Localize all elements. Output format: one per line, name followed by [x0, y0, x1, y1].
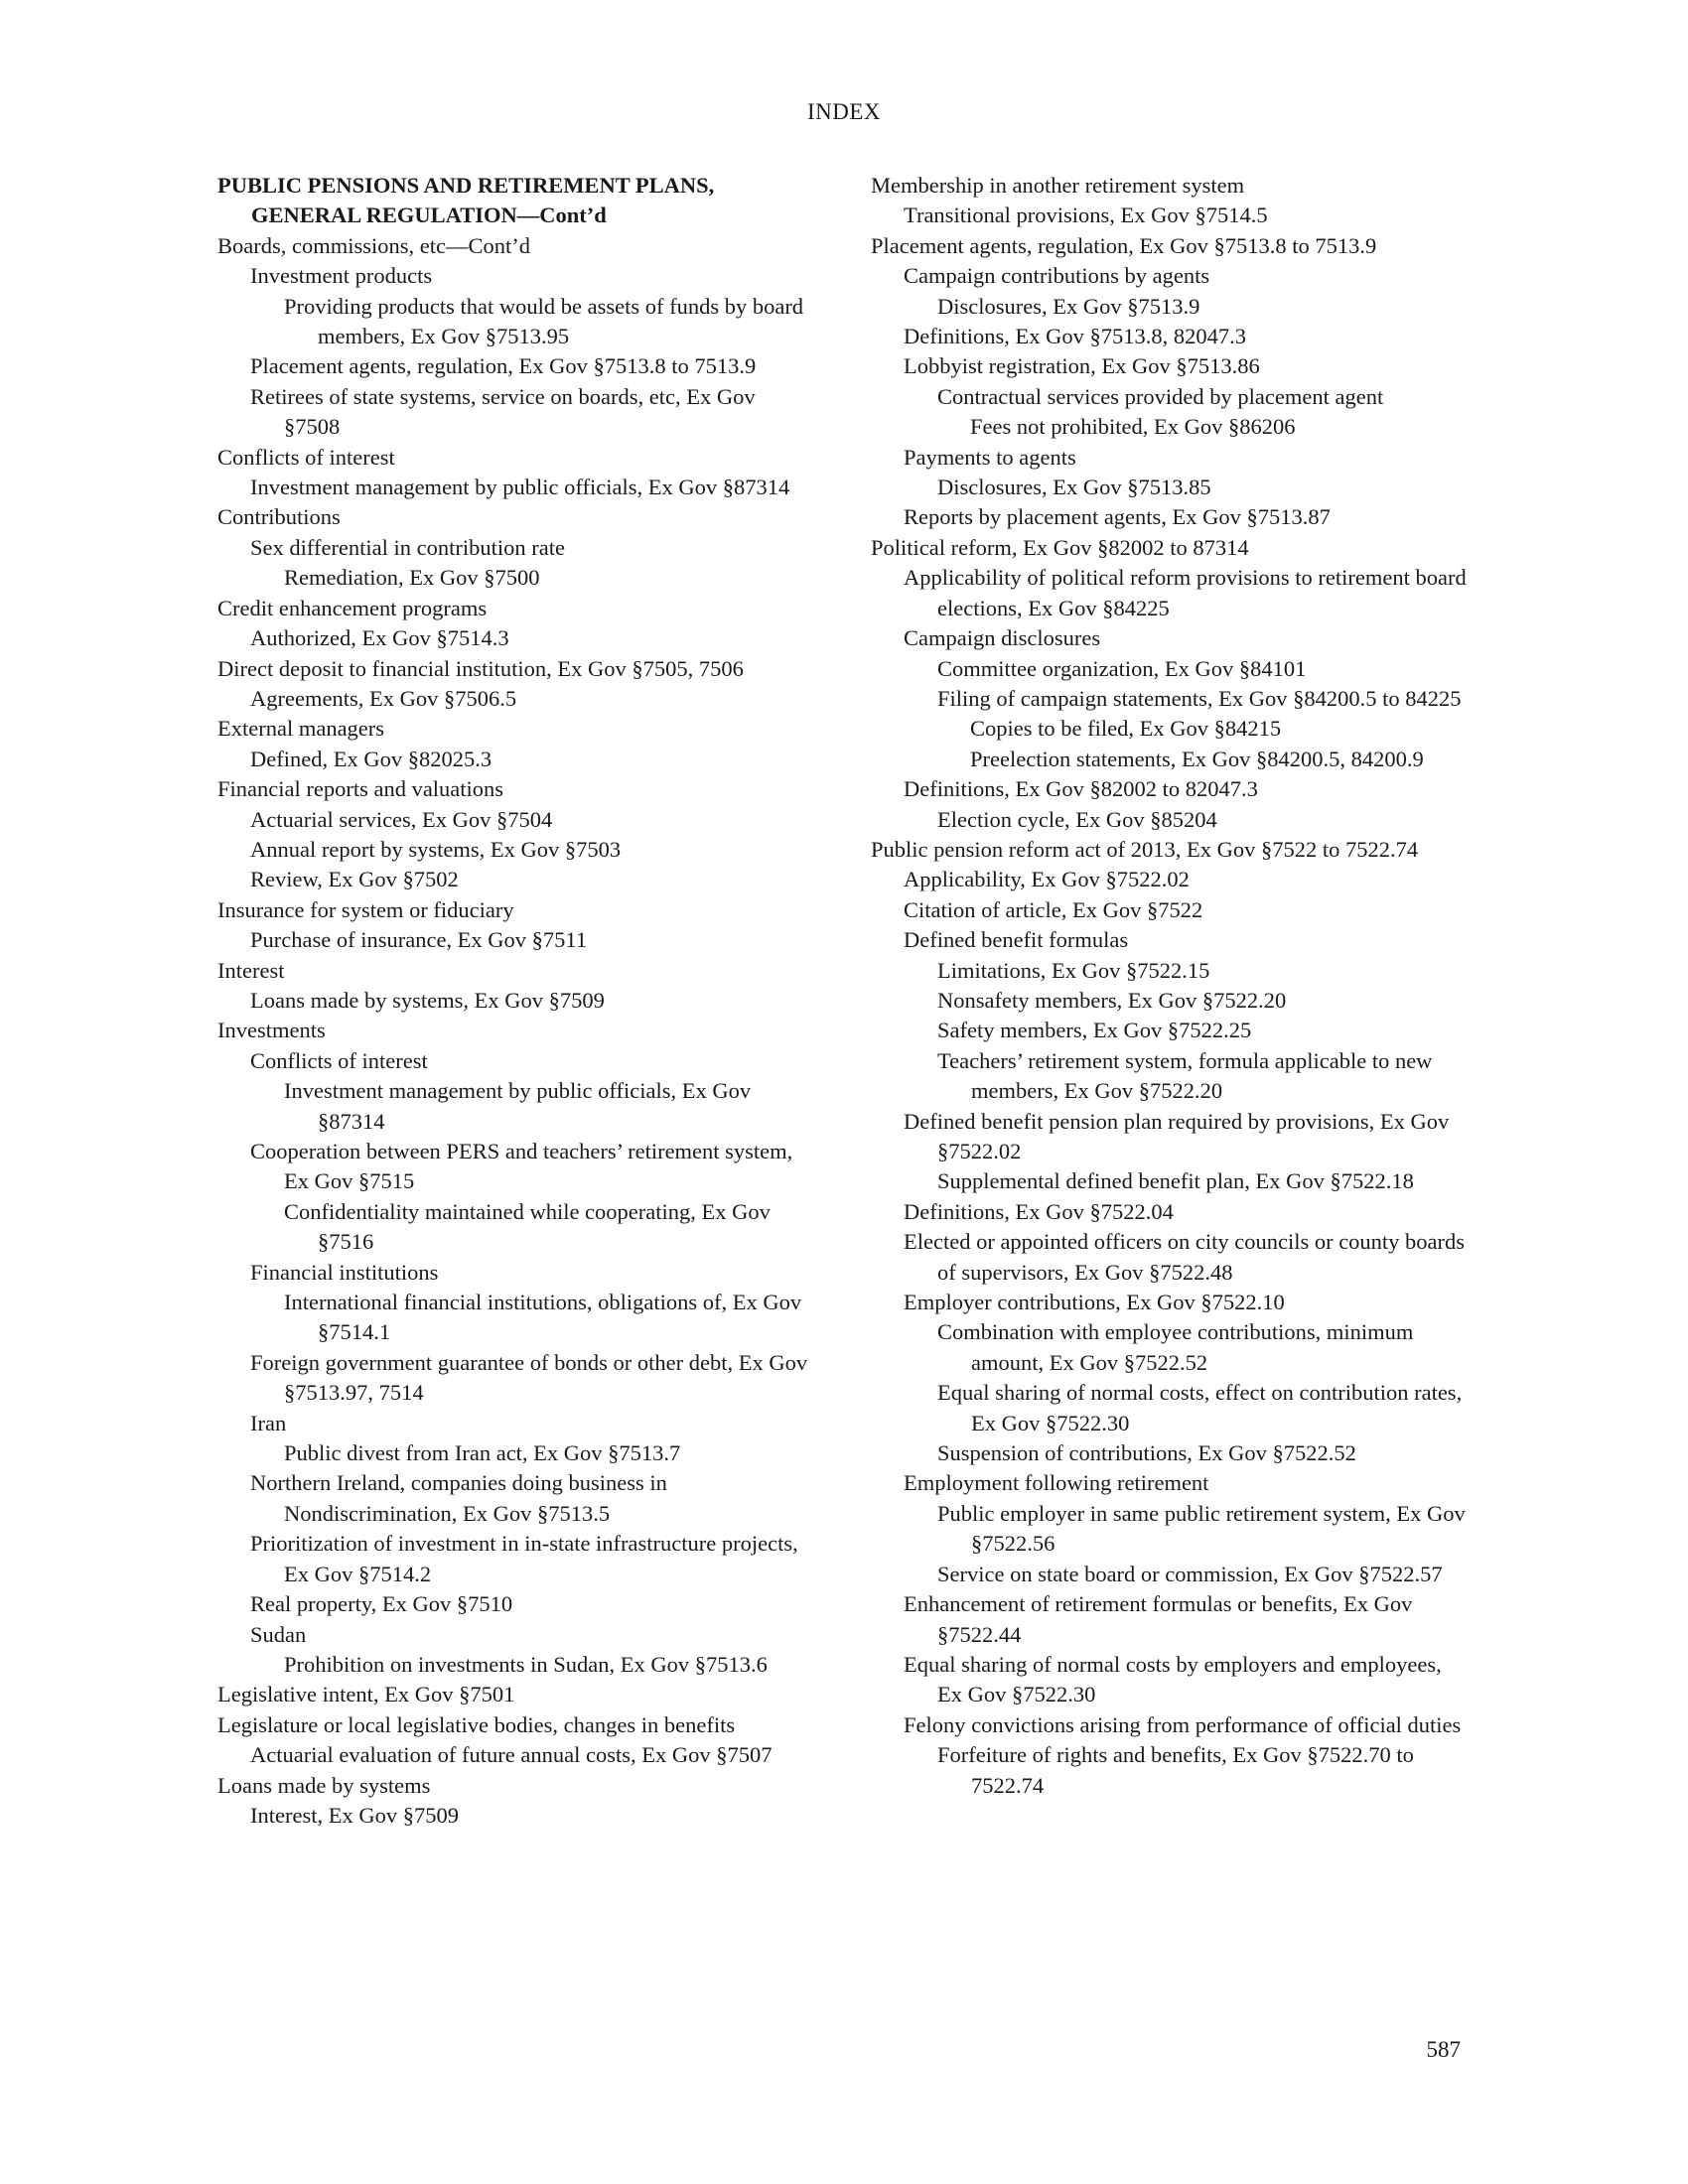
index-subentry: Real property, Ex Gov §7510 [250, 1591, 513, 1617]
index-subentry: Agreements, Ex Gov §7506.5 [250, 685, 517, 711]
index-subentry: Campaign disclosures [904, 625, 1101, 651]
index-subentry: Equal sharing of normal costs by employers and employees, Ex Gov §7522.30 [904, 1651, 1442, 1707]
index-subentry: Prohibition on investments in Sudan, Ex Gov §7513.6 [284, 1651, 768, 1677]
index-subentry: Campaign contributions by agents [904, 263, 1210, 289]
index-subentry: Actuarial evaluation of future annual costs, Ex Gov §7507 [250, 1742, 773, 1768]
index-subentry: Citation of article, Ex Gov §7522 [904, 896, 1203, 922]
index-entry: External managers [217, 716, 385, 742]
index-subentry: Combination with employee contributions, minimum amount, Ex Gov §7522.52 [937, 1319, 1414, 1375]
index-entry: Legislative intent, Ex Gov §7501 [217, 1682, 515, 1707]
index-subentry: Public divest from Iran act, Ex Gov §7513.7 [284, 1440, 681, 1466]
index-column-right [871, 171, 1467, 1801]
index-entry: Political reform, Ex Gov §82002 to 87314 [871, 534, 1249, 560]
index-entry: Contributions [217, 504, 341, 530]
index-subentry: Retirees of state systems, service on boards, etc, Ex Gov §7508 [250, 383, 756, 440]
index-subentry: Public employer in same public retirement system, Ex Gov §7522.56 [937, 1500, 1466, 1557]
index-subentry: Teachers’ retirement system, formula applicable to new members, Ex Gov §7522.20 [937, 1047, 1433, 1104]
index-subentry: Suspension of contributions, Ex Gov §7522.52 [937, 1440, 1356, 1466]
index-subentry: Loans made by systems, Ex Gov §7509 [250, 987, 605, 1013]
index-subentry: Actuarial services, Ex Gov §7504 [250, 806, 553, 832]
index-heading: PUBLIC PENSIONS AND RETIREMENT PLANS, GENERAL REGULATION—Cont’d [217, 173, 715, 228]
index-subentry: Placement agents, regulation, Ex Gov §7513.8 to 7513.9 [250, 353, 757, 379]
index-entry: Credit enhancement programs [217, 595, 488, 620]
index-subentry: Payments to agents [904, 444, 1076, 470]
index-subentry: Nonsafety members, Ex Gov §7522.20 [937, 987, 1287, 1013]
index-subentry: Definitions, Ex Gov §7513.8, 82047.3 [904, 324, 1246, 349]
index-subentry: Iran [250, 1410, 287, 1435]
index-subentry: Contractual services provided by placement agent [937, 383, 1384, 409]
index-subentry: Reports by placement agents, Ex Gov §7513.87 [904, 504, 1331, 530]
index-subentry: Purchase of insurance, Ex Gov §7511 [250, 927, 588, 953]
index-subentry: International financial institutions, obligations of, Ex Gov §7514.1 [284, 1290, 802, 1345]
index-subentry: Limitations, Ex Gov §7522.15 [937, 957, 1210, 983]
index-subentry: Nondiscrimination, Ex Gov §7513.5 [284, 1500, 611, 1526]
index-subentry: Filing of campaign statements, Ex Gov §84200.5 to 84225 [937, 685, 1462, 711]
index-entry: Legislature or local legislative bodies, changes in benefits [217, 1711, 736, 1737]
index-subentry: Interest, Ex Gov §7509 [250, 1802, 459, 1828]
index-subentry: Definitions, Ex Gov §7522.04 [904, 1198, 1174, 1224]
index-subentry: Defined benefit pension plan required by provisions, Ex Gov §7522.02 [904, 1108, 1450, 1163]
index-subentry: Annual report by systems, Ex Gov §7503 [250, 836, 622, 862]
index-subentry: Felony convictions arising from performance of official duties [904, 1711, 1462, 1737]
index-subentry: Lobbyist registration, Ex Gov §7513.86 [904, 353, 1260, 379]
index-entry: Financial reports and valuations [217, 776, 504, 802]
index-subentry: Cooperation between PERS and teachers’ retirement system, Ex Gov §7515 [250, 1139, 793, 1194]
page-number: 587 [1426, 2037, 1461, 2062]
index-subentry: Defined, Ex Gov §82025.3 [250, 746, 492, 771]
index-subentry: Investment products [250, 263, 433, 289]
index-subentry: Providing products that would be assets of funds by board members, Ex Gov §7513.95 [284, 293, 804, 349]
index-subentry: Applicability of political reform provisions to retirement board elections, Ex Gov §84225 [904, 565, 1467, 620]
index-subentry: Northern Ireland, companies doing business in [250, 1470, 667, 1496]
index-subentry: Sex differential in contribution rate [250, 534, 565, 560]
index-entry: Loans made by systems [217, 1772, 431, 1798]
index-subentry: Employment following retirement [904, 1470, 1209, 1496]
index-subentry: Supplemental defined benefit plan, Ex Gov §7522.18 [937, 1168, 1414, 1194]
index-entry: Public pension reform act of 2013, Ex Gov §7522 to 7522.74 [871, 836, 1419, 862]
index-entry: Conflicts of interest [217, 444, 395, 470]
index-entry: Placement agents, regulation, Ex Gov §7513.8 to 7513.9 [871, 232, 1377, 258]
index-subentry: Transitional provisions, Ex Gov §7514.5 [904, 203, 1268, 228]
index-subentry: Safety members, Ex Gov §7522.25 [937, 1018, 1252, 1043]
index-subentry: Fees not prohibited, Ex Gov §86206 [970, 414, 1296, 440]
index-subentry: Election cycle, Ex Gov §85204 [937, 806, 1217, 832]
index-subentry: Committee organization, Ex Gov §84101 [937, 655, 1307, 681]
index-subentry: Financial institutions [250, 1259, 439, 1285]
index-subentry: Sudan [250, 1621, 307, 1647]
index-subentry: Employer contributions, Ex Gov §7522.10 [904, 1290, 1285, 1315]
index-subentry: Disclosures, Ex Gov §7513.9 [937, 293, 1200, 319]
index-entry: Interest [217, 957, 285, 983]
index-subentry: Foreign government guarantee of bonds or other debt, Ex Gov §7513.97, 7514 [250, 1349, 808, 1406]
index-subentry: Remediation, Ex Gov §7500 [284, 565, 540, 591]
index-entry: Direct deposit to financial institution, Ex Gov §7505, 7506 [217, 655, 744, 681]
index-subentry: Authorized, Ex Gov §7514.3 [250, 625, 509, 651]
index-subentry: Review, Ex Gov §7502 [250, 867, 459, 892]
index-subentry: Confidentiality maintained while cooperating, Ex Gov §7516 [284, 1198, 771, 1255]
index-subentry: Investment management by public officials, Ex Gov §87314 [284, 1078, 752, 1134]
index-subentry: Defined benefit formulas [904, 927, 1129, 953]
index-subentry: Definitions, Ex Gov §82002 to 82047.3 [904, 776, 1258, 802]
index-entry: Membership in another retirement system [871, 173, 1245, 198]
index-subentry: Forfeiture of rights and benefits, Ex Gov §7522.70 to 7522.74 [937, 1742, 1414, 1798]
index-subentry: Equal sharing of normal costs, effect on contribution rates, Ex Gov §7522.30 [937, 1380, 1463, 1435]
index-entry: Insurance for system or fiduciary [217, 896, 514, 922]
index-subentry: Copies to be filed, Ex Gov §84215 [970, 716, 1282, 742]
index-subentry: Prioritization of investment in in-state infrastructure projects, Ex Gov §7514.2 [250, 1531, 798, 1586]
index-subentry: Disclosures, Ex Gov §7513.85 [937, 475, 1211, 500]
running-head: INDEX [806, 99, 882, 124]
index-subentry: Preelection statements, Ex Gov §84200.5, 84200.9 [970, 746, 1424, 771]
index-subentry: Elected or appointed officers on city councils or county boards of supervisors, Ex Gov §7522.48 [904, 1229, 1466, 1285]
index-subentry: Service on state board or commission, Ex Gov §7522.57 [937, 1561, 1443, 1586]
index-subentry: Enhancement of retirement formulas or benefits, Ex Gov §7522.44 [904, 1591, 1413, 1647]
index-subentry: Applicability, Ex Gov §7522.02 [904, 867, 1190, 892]
index-entry: Boards, commissions, etc—Cont’d [217, 232, 530, 258]
index-column-left [217, 171, 813, 1831]
index-subentry: Conflicts of interest [250, 1047, 428, 1073]
index-entry: Investments [217, 1018, 326, 1043]
index-subentry: Investment management by public officials, Ex Gov §87314 [250, 475, 790, 500]
